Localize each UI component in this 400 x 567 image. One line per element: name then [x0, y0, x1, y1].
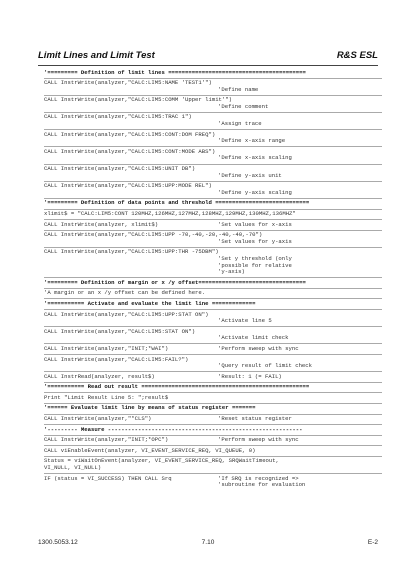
code-text: CALL InstrWrite(analyzer,"CALC:LIM5:NAME 'TEST1'") — [44, 79, 212, 87]
code-line — [44, 249, 382, 256]
code-text: CALL InstrWrite(analyzer, xlimit$) — [44, 220, 159, 228]
code-text: '========= Definition of limit lines ========================================= — [44, 68, 306, 76]
code-block — [44, 68, 382, 79]
code-block — [44, 165, 382, 182]
code-block — [44, 113, 382, 130]
code-text: CALL InstrWrite(analyzer,"CALC:LIM5:UPP:THR -75DBM") — [44, 248, 219, 256]
code-line — [44, 190, 382, 197]
code-text: CALL InstrWrite(analyzer,"INIT;*WAI") — [44, 344, 169, 352]
code-line — [44, 97, 382, 104]
code-text: CALL InstrWrite(analyzer,"*CLS") — [44, 415, 152, 423]
section-heading — [44, 427, 382, 434]
code-block — [44, 446, 382, 457]
page-number: 7.10 — [201, 539, 215, 546]
code-block — [44, 404, 382, 415]
code-comment: 'Define y-axis scaling — [218, 188, 292, 196]
code-line — [44, 155, 382, 162]
code-block — [44, 96, 382, 113]
code-block — [44, 278, 382, 289]
section-heading — [44, 70, 382, 77]
code-text: Status = viWaitOnEvent(analyzer, VI_EVENT_SERVICE_REQ, SRQWaitTimeout, — [44, 457, 279, 465]
code-text: CALL InstrWrite(analyzer,"CALC:LIM5:UPP -70,-40,-20,-40,-40,-70") — [44, 231, 263, 239]
code-block — [44, 457, 382, 474]
code-text: CALL InstrWrite(analyzer,"CALC:LIM5:UPP:MODE REL") — [44, 182, 212, 190]
code-line — [44, 269, 382, 276]
section-heading — [44, 384, 382, 391]
code-block — [44, 130, 382, 147]
code-line — [44, 121, 382, 128]
code-line — [44, 138, 382, 145]
code-text: '====== Evaluate limit line by means of status register ======= — [44, 404, 256, 412]
code-comment: 'Perform sweep with sync — [218, 344, 299, 352]
code-line — [44, 312, 382, 319]
code-comment: 'Result: 1 (= FAIL) — [218, 372, 282, 380]
code-comment: 'Activate line 5 — [218, 317, 272, 325]
code-block — [44, 210, 382, 221]
code-block — [44, 231, 382, 248]
code-line — [44, 290, 382, 297]
code-text: '========= Definition of data points and threshold ============================ — [44, 199, 310, 207]
code-line — [44, 132, 382, 139]
code-block — [44, 344, 382, 355]
code-text: CALL InstrWrite(analyzer,"CALC:LIM5:TRAC 1") — [44, 113, 192, 121]
code-line — [44, 256, 382, 263]
code-block — [44, 355, 382, 372]
code-text: xlimit$ = "CALC:LIM5:CONT 120MHZ,126MHZ,127MHZ,128MHZ,129MHZ,130MHZ,136MHZ" — [44, 210, 296, 217]
code-text: 'A margin or an x /y offset can be defined here. — [44, 289, 206, 297]
code-block — [44, 79, 382, 96]
code-text: CALL InstrWrite(analyzer,"CALC:LIM5:UNIT DB") — [44, 165, 196, 173]
section-heading — [44, 200, 382, 207]
code-comment: 'Define x-axis scaling — [218, 154, 292, 162]
code-comment: 'Reset status register — [218, 415, 292, 423]
edition-label: E-2 — [367, 539, 378, 546]
code-block — [44, 474, 382, 490]
code-line — [44, 222, 382, 229]
code-block — [44, 182, 382, 199]
code-line — [44, 329, 382, 336]
code-block — [44, 383, 382, 394]
code-block — [44, 393, 382, 404]
code-comment: 'Define comment — [218, 102, 269, 110]
code-text: CALL viEnableEvent(analyzer, VI_EVENT_SERVICE_REQ, VI_QUEUE, 0) — [44, 446, 256, 454]
doc-number: 1300.5053.12 — [38, 539, 78, 546]
code-line — [44, 335, 382, 342]
code-comment: 'Define x-axis range — [218, 137, 286, 145]
code-line — [44, 232, 382, 239]
code-comment: 'Define y-axis unit — [218, 171, 282, 179]
code-text: '=========== Read out result ================================================== — [44, 383, 310, 391]
code-comment: 'Define name — [218, 85, 259, 93]
code-text: IF (status = VI_SUCCESS) THEN CALL Srq — [44, 474, 172, 482]
code-line — [44, 374, 382, 381]
code-block — [44, 327, 382, 344]
code-comment: 'subroutine for evaluation — [218, 481, 306, 489]
code-comment: 'y-axis) — [218, 268, 245, 276]
code-block — [44, 199, 382, 210]
code-text: CALL InstrWrite(analyzer,"CALC:LIM5:CONT:MODE ABS") — [44, 147, 216, 155]
code-comment: 'possible for relative — [218, 261, 292, 269]
code-comment: 'Query result of limit check — [218, 362, 312, 370]
code-text: CALL InstrWrite(analyzer,"CALC:LIM5:COMM 'Upper limit'") — [44, 96, 232, 104]
code-line — [44, 448, 382, 455]
code-block — [44, 299, 382, 310]
code-block — [44, 415, 382, 426]
code-line — [44, 476, 382, 483]
code-line — [44, 346, 382, 353]
code-text: CALL InstrRead(analyzer, result$) — [44, 372, 155, 380]
code-line — [44, 357, 382, 364]
code-line — [44, 211, 382, 218]
code-comment: 'Activate limit check — [218, 334, 289, 342]
section-heading — [44, 301, 382, 308]
code-text: VI_NULL, VI_NULL) — [44, 464, 102, 472]
code-block — [44, 248, 382, 278]
section-heading — [44, 405, 382, 412]
code-text: '========= Definition of margin or x /y offset================================ — [44, 278, 306, 286]
page-footer — [38, 539, 378, 549]
code-block — [44, 436, 382, 447]
code-line — [44, 239, 382, 246]
code-comment: 'Set y threshold (only — [218, 254, 292, 262]
code-text: CALL InstrWrite(analyzer,"CALC:LIM5:CONT:DOM FREQ") — [44, 130, 216, 138]
code-block — [44, 372, 382, 383]
code-line — [44, 363, 382, 370]
code-line — [44, 87, 382, 94]
code-line — [44, 482, 382, 489]
code-line — [44, 80, 382, 87]
code-text: Print "Limit Result Line 5: ";result$ — [44, 393, 169, 401]
code-line — [44, 166, 382, 173]
code-line — [44, 437, 382, 444]
page-title: Limit Lines and Limit Test — [38, 50, 155, 61]
brand-label: R&S ESL — [336, 50, 378, 61]
code-text: CALL InstrWrite(analyzer,"INIT;*OPC") — [44, 436, 169, 444]
code-line — [44, 395, 382, 402]
code-comment: 'Set values for y-axis — [218, 237, 292, 245]
code-block — [44, 425, 382, 436]
code-line — [44, 183, 382, 190]
code-text: '--------- Measure ---------------------------------------------------------- — [44, 425, 303, 433]
code-comment: 'Set values for x-axis — [218, 220, 292, 228]
code-comment: 'If SRQ is recognized => — [218, 474, 299, 482]
code-block — [44, 289, 382, 300]
code-line — [44, 114, 382, 121]
code-line — [44, 149, 382, 156]
code-block — [44, 220, 382, 231]
code-comment: 'Perform sweep with sync — [218, 436, 299, 444]
code-text: '=========== Activate and evaluate the limit line ============= — [44, 299, 256, 307]
code-line — [44, 416, 382, 423]
code-line — [44, 263, 382, 270]
code-line — [44, 318, 382, 325]
code-text: CALL InstrWrite(analyzer,"CALC:LIM5:FAIL?") — [44, 355, 189, 363]
code-block — [44, 310, 382, 327]
code-listing — [44, 68, 382, 490]
code-line — [44, 104, 382, 111]
code-line — [44, 173, 382, 180]
header-rule — [38, 65, 378, 66]
section-heading — [44, 280, 382, 287]
page-header — [38, 50, 378, 64]
code-line — [44, 465, 382, 472]
code-block — [44, 147, 382, 164]
code-text: CALL InstrWrite(analyzer,"CALC:LIM5:STAT ON") — [44, 327, 196, 335]
code-comment: 'Assign trace — [218, 120, 262, 128]
code-text: CALL InstrWrite(analyzer,"CALC:LIM5:UPP:STAT ON") — [44, 310, 209, 318]
